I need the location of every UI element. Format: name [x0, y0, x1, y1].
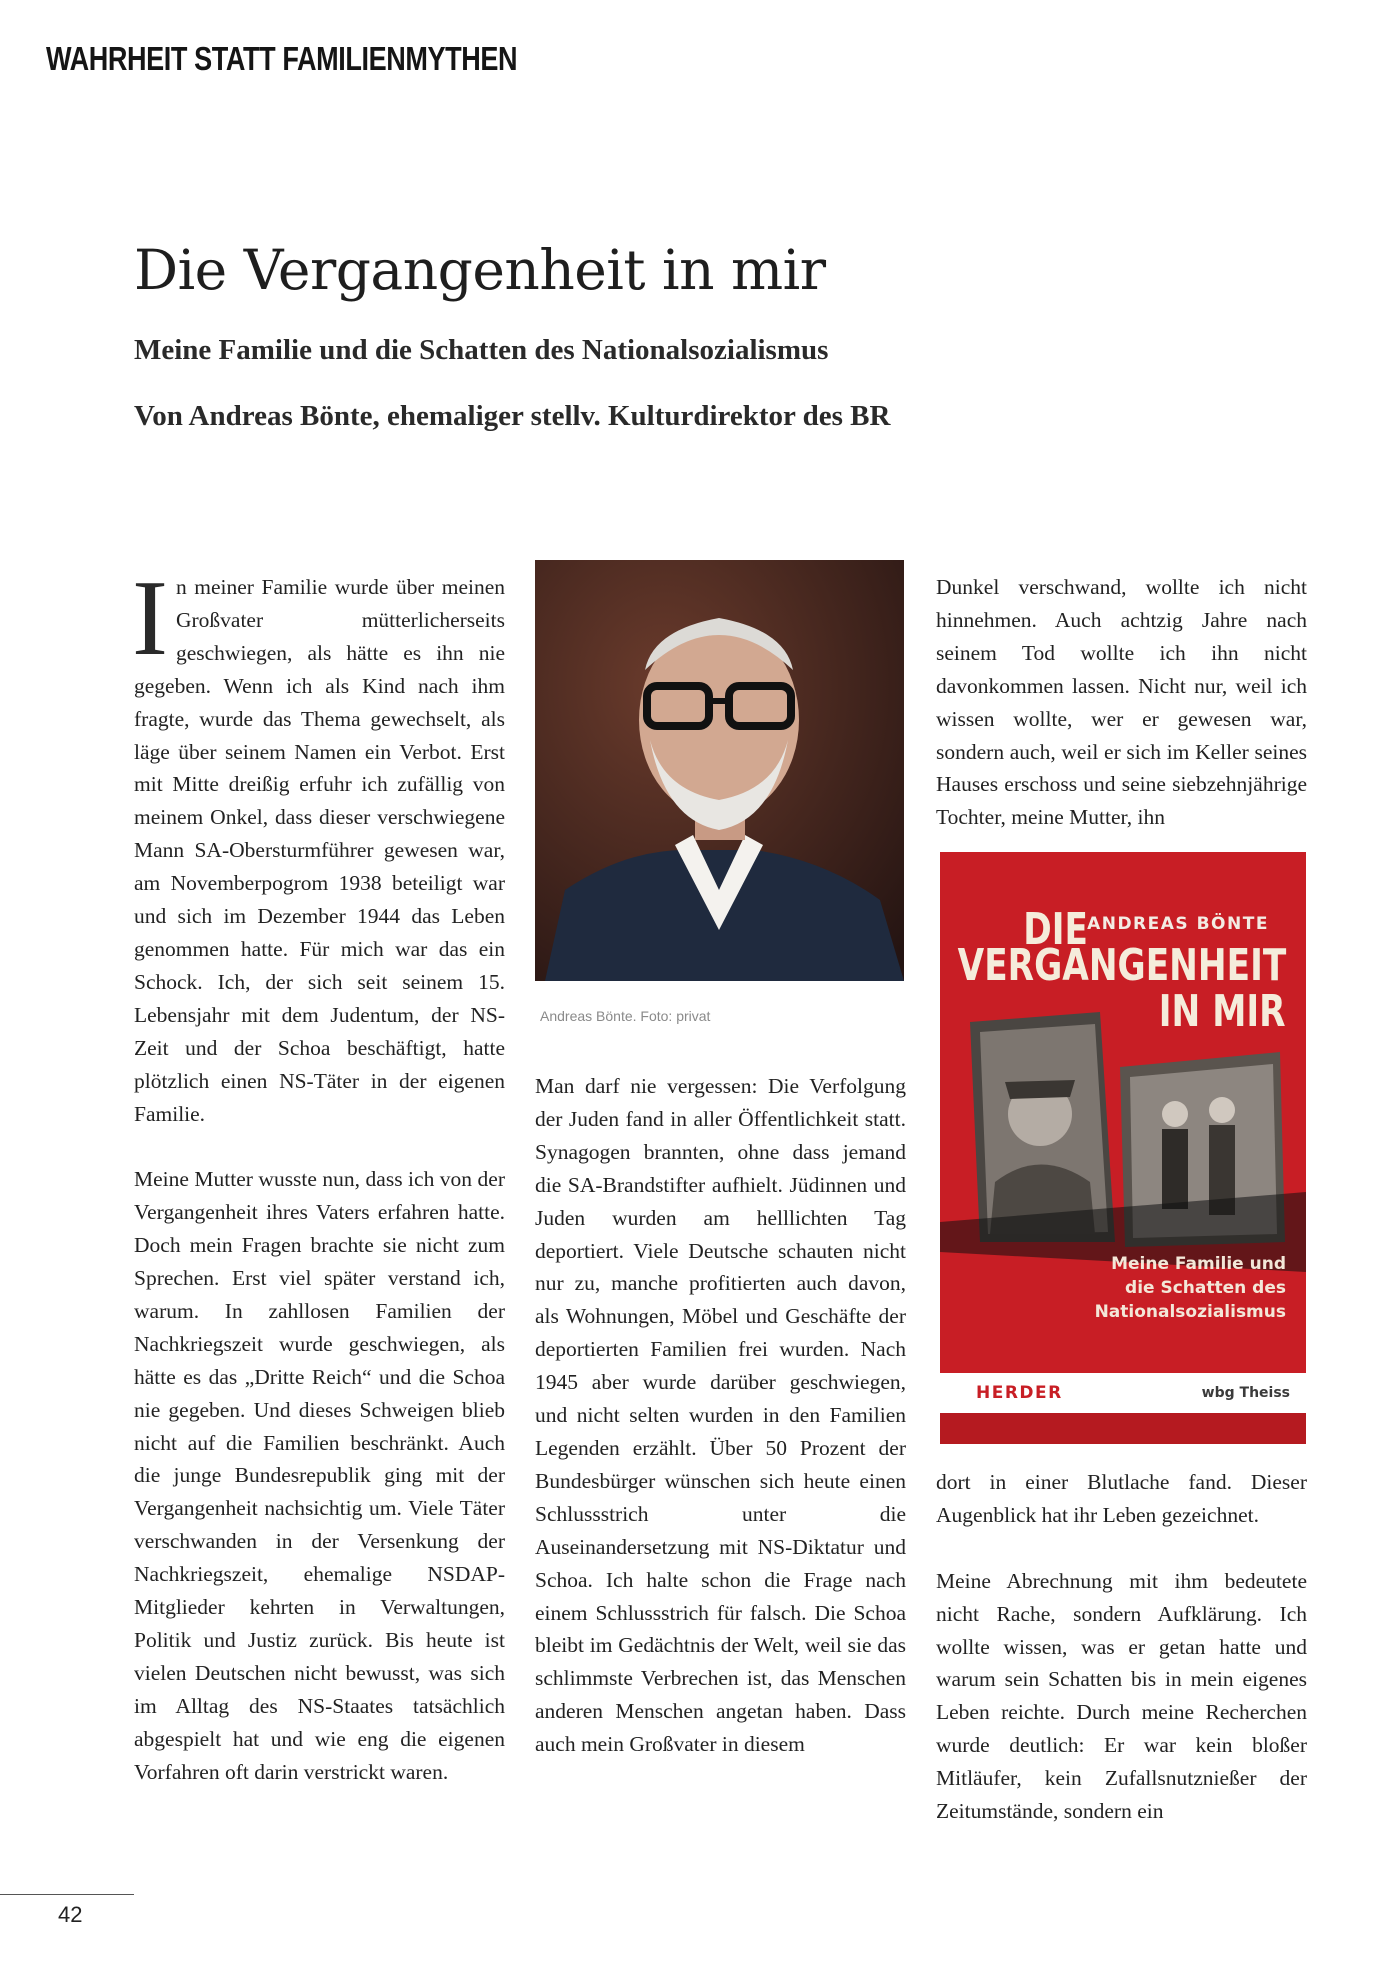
article-title: Die Vergangenheit in mir	[134, 238, 826, 302]
book-title-line-2: VERGANGENHEIT	[957, 940, 1286, 991]
article-byline: Von Andreas Bönte, ehemaliger stellv. Kulturdirektor des BR	[134, 400, 891, 432]
book-subtitle-line-3: Nationalsozialismus	[1094, 1302, 1286, 1322]
paragraph: Meine Abrechnung mit ihm bedeutete nicht Rache, sondern Aufklärung. Ich wollte wissen, was er getan hatte und warum sein Schatten bis in mein eigenes Leben reichte. Durch meine Recherchen wurde deutlich: Er war kein bloßer Mitläufer, kein Zufallsnutznießer der Zeitumstände, sondern ein	[936, 1568, 1307, 1824]
article-column-1	[132, 559, 505, 1789]
paragraph: dort in einer Blutlache fand. Dieser Augenblick hat ihr Leben gezeichnet.	[936, 1470, 1307, 1527]
article-column-3-top	[936, 571, 1307, 834]
author-portrait-image	[535, 560, 904, 981]
book-cover	[940, 852, 1306, 1444]
book-imprint: wbg Theiss	[1201, 1385, 1290, 1401]
paragraph	[132, 559, 505, 1130]
book-subtitle-line-2: die Schatten des	[1125, 1278, 1286, 1298]
article-subtitle: Meine Familie und die Schatten des Nationalsozialismus	[134, 334, 829, 366]
author-photo	[535, 560, 904, 981]
article-column-3-bottom	[936, 1466, 1307, 1828]
paragraph: Meine Mutter wusste nun, dass ich von der Vergangenheit ihres Vaters erfahren hatte. Doch mein Fragen brachte sie nicht zum Sprechen. Erst viel später verstand ich, warum. In zahllosen Familien der Nachkriegszeit wurde geschwiegen, als hätte es das „Dritte Reich“ und die Schoa nie gegeben. Und dieses Schweigen blieb nicht auf die Familien beschränkt. Auch die junge Bundesrepublik ging mit der Vergangenheit nachsichtig um. Viele Täter verschwanden in der Versenkung der Nachkriegszeit, ehemalige NSDAP-Mitglieder kehrten in Verwaltungen, Politik und Justiz zurück. Bis heute ist vielen Deutschen nicht bewusst, was sich im Alltag des NS-Staates tatsächlich abgespielt hat und wie eng die eigenen Vorfahren oft darin verstrickt waren.	[134, 1167, 505, 1784]
book-title-line-3: IN MIR	[1159, 986, 1286, 1037]
book-cover-bottom	[940, 1413, 1306, 1444]
book-author: ANDREAS BÖNTE	[1087, 914, 1269, 934]
photo-caption: Andreas Bönte. Foto: privat	[540, 1008, 711, 1024]
book-publisher: HERDER	[976, 1383, 1063, 1403]
paragraph: Man darf nie vergessen: Die Verfolgung der Juden fand in aller Öffentlichkeit statt. Synagogen brannten, ohne dass jemand die SA-Brandstifter aufhielt. Jüdinnen und Juden wurden am helllichten Tag deportiert. Viele Deutsche schauten nicht nur zu, manche profitierten auch davon, als Wohnungen, Möbel und Geschäfte der deportierten Familien frei wurden. Nach 1945 aber wurde darüber geschwiegen, und nicht selten wurden in den Familien Legenden erzählt. Über 50 Prozent der Bundesbürger wünschen sich heute einen Schlussstrich unter die Auseinandersetzung mit NS-Diktatur und Schoa. Ich halte schon die Frage nach einem Schlussstrich für falsch. Die Schoa bleibt im Gedächtnis der Welt, weil sie das schlimmste Verbrechen ist, das Menschen anderen Menschen angetan haben. Dass auch mein Großvater in diesem	[535, 1074, 906, 1757]
paragraph-text: n meiner Familie wurde über meinen Großvater mütterlicherseits geschwiegen, als hätte es ihn nie gegeben. Wenn ich als Kind nach ihm fragte, wurde das Thema gewechselt, als läge über seinem Namen ein Verbot. Erst mit Mitte dreißig erfuhr ich zufällig von meinem Onkel, dass dieser verschwiegene Mann SA-Obersturmführer gewesen war, am Novemberpogrom 1938 beteiligt war und sich im Dezember 1944 das Leben genommen hatte. Für mich war das ein Schock. Ich, der sich seit seinem 15. Lebensjahr mit dem Judentum, der NS-Zeit und der Schoa beschäftigt, hatte plötzlich einen NS-Täter in der eigenen Familie.	[134, 575, 505, 1126]
book-subtitle-line-1: Meine Familie und	[1111, 1254, 1286, 1274]
book-title-line-1: DIE	[1023, 904, 1088, 955]
page-number: 42	[58, 1902, 83, 1927]
article-column-2	[535, 1070, 906, 1761]
footer-rule	[0, 1894, 134, 1895]
paragraph: Dunkel verschwand, wollte ich nicht hinnehmen. Auch achtzig Jahre nach seinem Tod wollte ich ihn nicht davonkommen lassen. Nicht nur, weil ich wissen wollte, wer er gewesen war, sondern auch, weil er sich im Keller seines Hauses erschoss und seine siebzehnjährige Tochter, meine Mutter, ihn	[936, 575, 1307, 830]
section-label: WAHRHEIT STATT FAMILIENMYTHEN	[46, 40, 518, 77]
drop-cap: I	[132, 559, 168, 678]
